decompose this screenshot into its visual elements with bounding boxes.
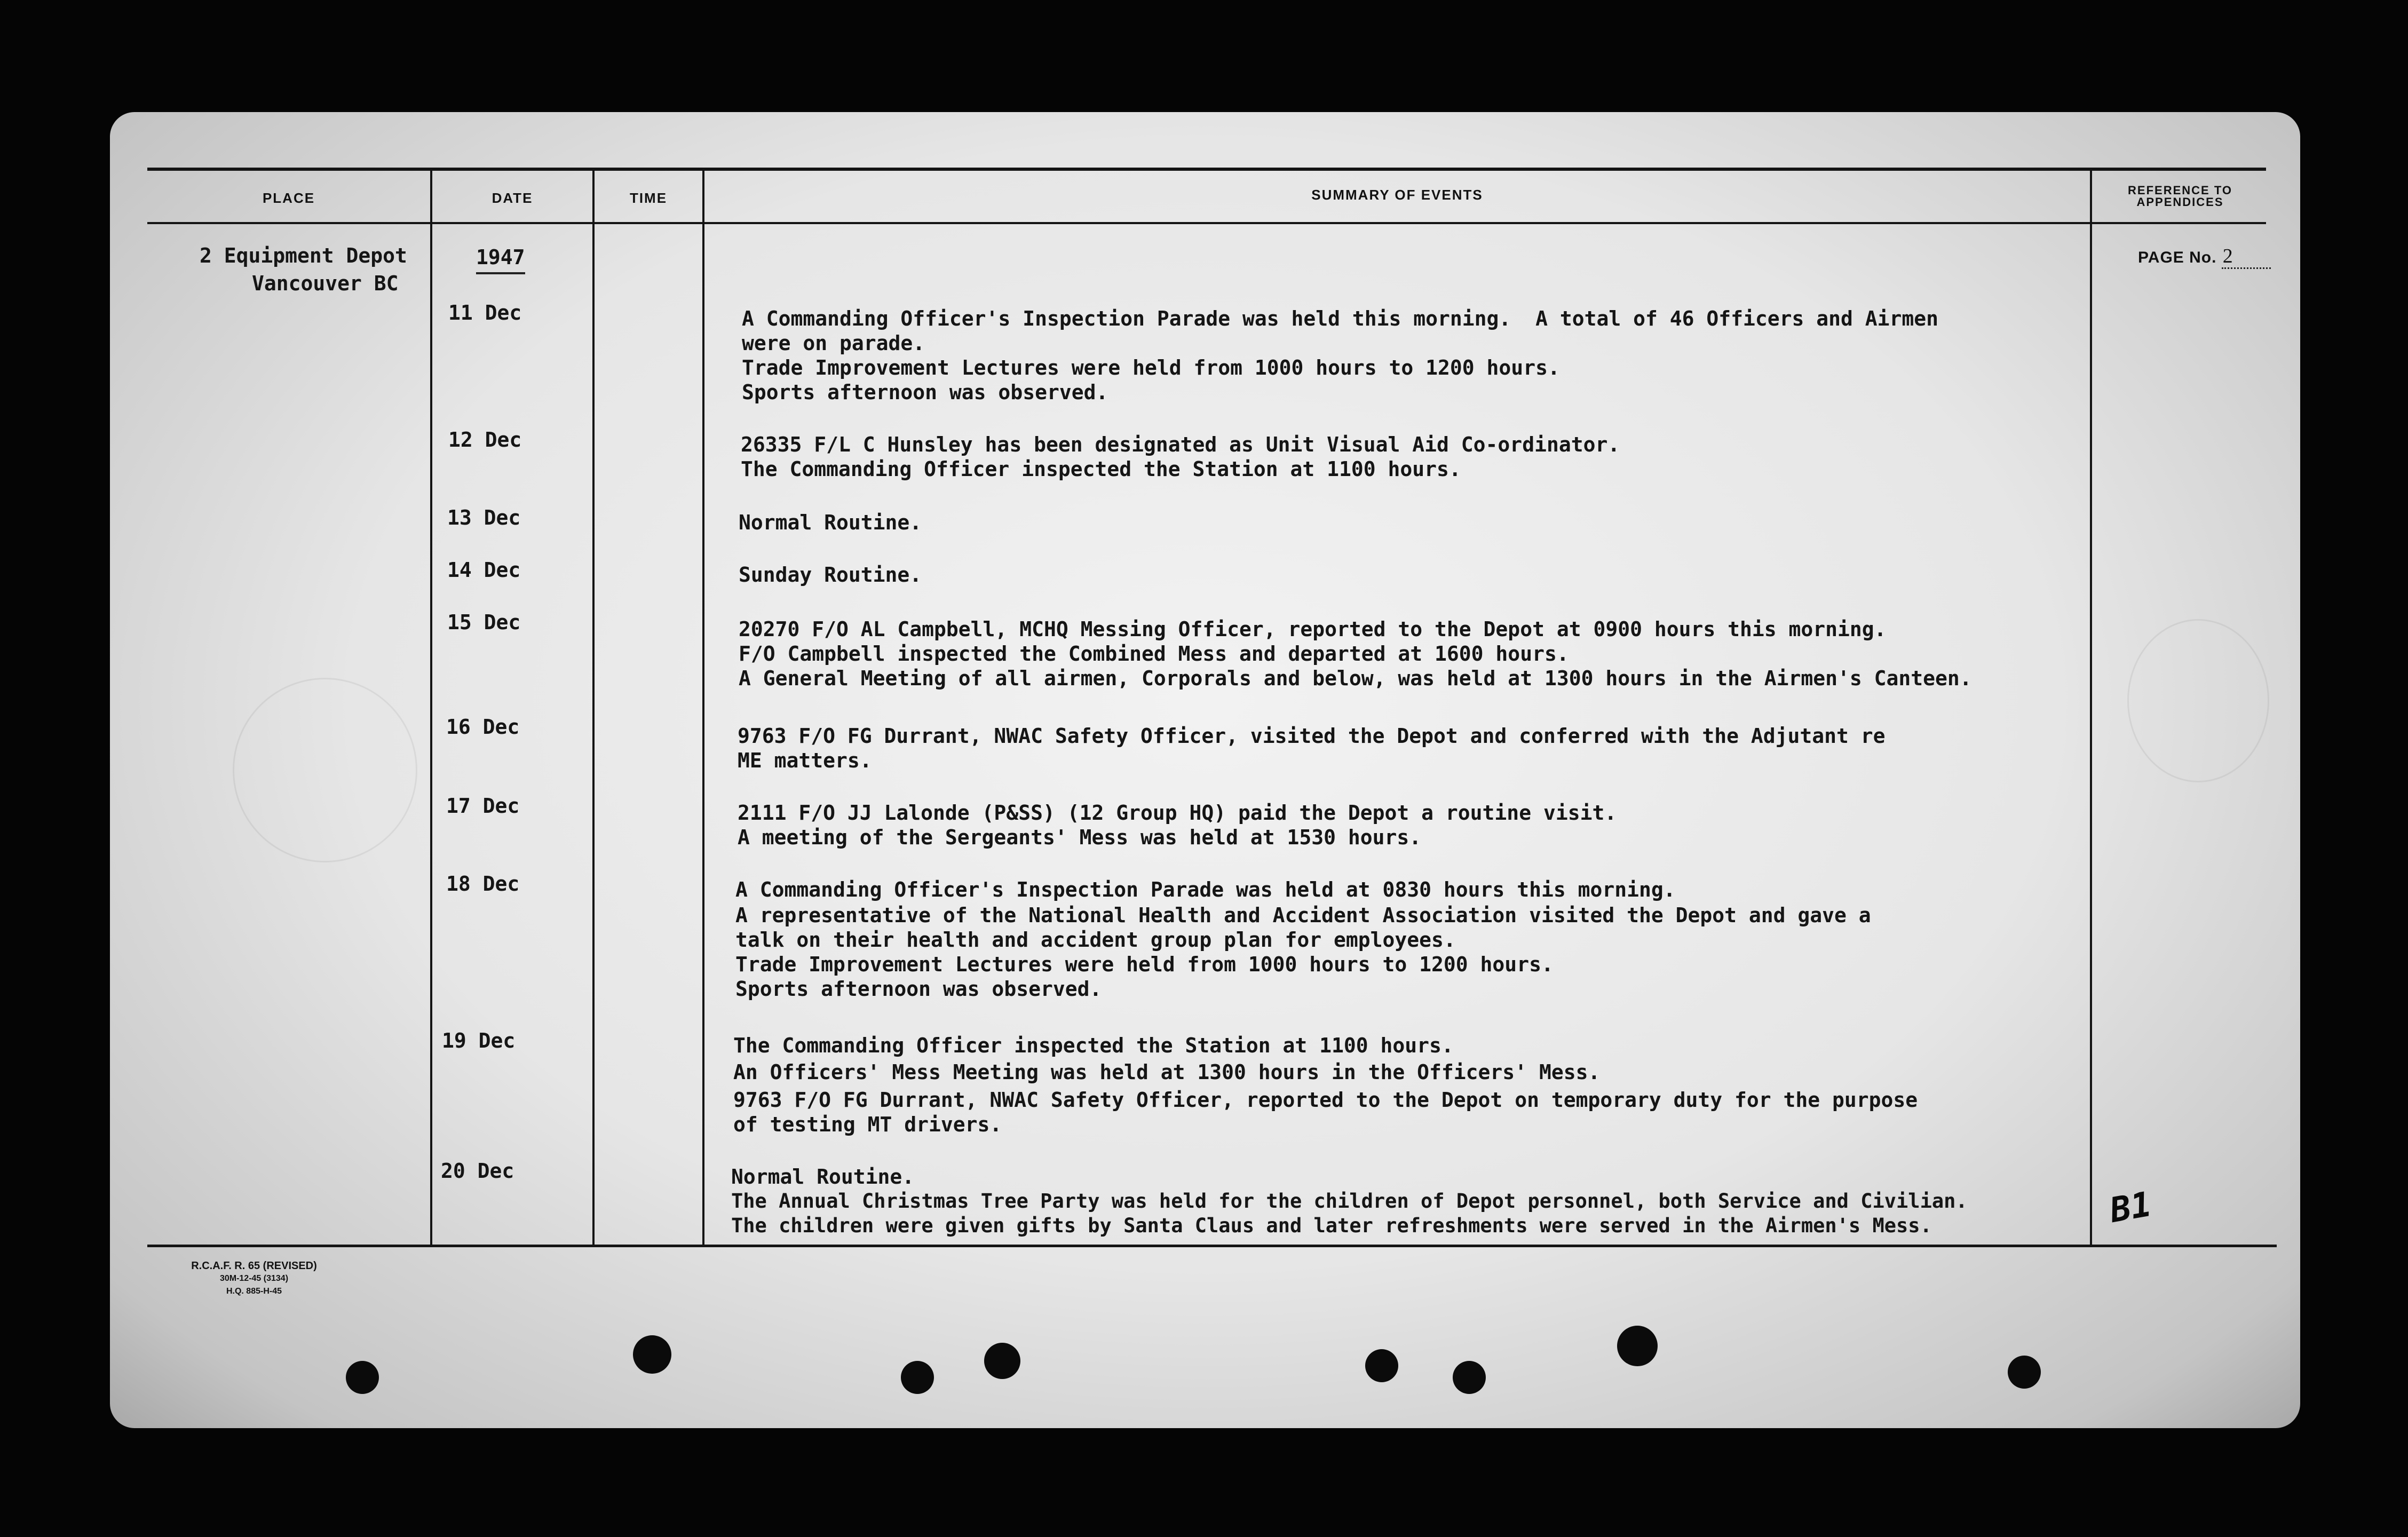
form-id-line-3: H.Q. 885-H-45	[226, 1287, 282, 1296]
form-id-line-1: R.C.A.F. R. 65 (REVISED)	[191, 1260, 317, 1272]
punch-hole	[633, 1335, 671, 1374]
reference-mark	[2103, 1183, 2177, 1241]
summary-line: The Annual Christmas Tree Party was held for the children of Depot personnel, both Service and Civilian.	[731, 1190, 1968, 1213]
summary-line: A General Meeting of all airmen, Corporals and below, was held at 1300 hours in the Airmen's Canteen.	[739, 667, 1972, 690]
page-number	[2138, 244, 2271, 268]
diary-sheet	[110, 112, 2300, 1428]
summary-line: Normal Routine.	[739, 511, 922, 534]
summary-line: F/O Campbell inspected the Combined Mess and departed at 1600 hours.	[739, 642, 1569, 665]
summary-line: Sports afternoon was observed.	[735, 977, 1102, 1001]
column-header-date: DATE	[492, 190, 533, 206]
top-rule	[147, 168, 2266, 171]
page-number-value: 2	[2222, 245, 2271, 269]
page-number-label: PAGE No.	[2138, 249, 2217, 266]
punch-hole	[1617, 1326, 1658, 1366]
place-line-1: 2 Equipment Depot	[200, 244, 407, 267]
summary-line: A meeting of the Sergeants' Mess was held at 1530 hours.	[738, 826, 1422, 849]
punch-hole	[2008, 1356, 2041, 1389]
summary-line: A Commanding Officer's Inspection Parade was held this morning. A total of 46 Officers and Airmen	[742, 307, 1939, 330]
punch-hole	[1365, 1349, 1398, 1382]
summary-line: A Commanding Officer's Inspection Parade was held at 0830 hours this morning.	[735, 878, 1676, 901]
entry-date: 20 Dec	[441, 1159, 514, 1183]
reference-mark-text: B1	[2107, 1184, 2154, 1231]
entry-date: 17 Dec	[446, 794, 520, 818]
summary-line: Normal Routine.	[731, 1165, 915, 1189]
punch-hole	[1453, 1361, 1486, 1394]
column-header-reference: REFERENCE TO APPENDICES	[2128, 184, 2232, 209]
form-identifier	[153, 1259, 355, 1298]
entry-date: 12 Dec	[448, 428, 522, 451]
punch-hole	[346, 1361, 379, 1394]
faint-stamp-right	[2127, 619, 2269, 782]
summary-line: The Commanding Officer inspected the Station at 1100 hours.	[741, 457, 1461, 481]
form-id-line-2: 30M-12-45 (3134)	[219, 1274, 289, 1283]
column-divider-summary	[2090, 169, 2092, 1246]
summary-line: A representative of the National Health and Accident Association visited the Depot and gave a	[735, 904, 1871, 927]
summary-line: Sunday Routine.	[739, 563, 922, 587]
punch-hole	[901, 1361, 934, 1394]
summary-line: The Commanding Officer inspected the Station at 1100 hours.	[733, 1034, 1454, 1057]
faint-stamp	[233, 678, 417, 862]
year: 1947	[476, 245, 525, 274]
header-rule	[147, 222, 2266, 224]
place-line-2: Vancouver BC	[252, 272, 399, 295]
column-header-summary: SUMMARY OF EVENTS	[1311, 187, 1483, 203]
summary-line: Sports afternoon was observed.	[742, 381, 1108, 404]
column-divider-time	[702, 169, 704, 1246]
summary-line: An Officers' Mess Meeting was held at 1300 hours in the Officers' Mess.	[733, 1060, 1601, 1084]
column-header-time: TIME	[629, 190, 668, 206]
summary-line: 20270 F/O AL Campbell, MCHQ Messing Officer, reported to the Depot at 0900 hours this morning.	[739, 617, 1887, 641]
summary-line: Trade Improvement Lectures were held from 1000 hours to 1200 hours.	[735, 953, 1554, 976]
summary-line: ME matters.	[738, 749, 872, 772]
entry-date: 13 Dec	[447, 506, 521, 529]
summary-line: 2111 F/O JJ Lalonde (P&SS) (12 Group HQ) paid the Depot a routine visit.	[738, 801, 1617, 825]
entry-date: 16 Dec	[446, 715, 520, 739]
entry-date: 15 Dec	[447, 611, 521, 634]
column-divider-place	[430, 169, 432, 1246]
punch-hole	[984, 1343, 1020, 1379]
entry-date: 14 Dec	[447, 558, 521, 582]
bottom-rule	[147, 1245, 2277, 1247]
entry-date: 18 Dec	[446, 872, 520, 896]
summary-line: talk on their health and accident group plan for employees.	[735, 928, 1456, 952]
summary-line: Trade Improvement Lectures were held from 1000 hours to 1200 hours.	[742, 356, 1560, 379]
summary-line: 26335 F/L C Hunsley has been designated as Unit Visual Aid Co-ordinator.	[741, 433, 1620, 456]
column-divider-date	[592, 169, 595, 1246]
entry-date: 19 Dec	[442, 1029, 516, 1052]
summary-line: of testing MT drivers.	[733, 1113, 1002, 1136]
summary-line: were on parade.	[742, 331, 925, 355]
summary-line: 9763 F/O FG Durrant, NWAC Safety Officer, visited the Depot and conferred with the Adjutant re	[738, 724, 1886, 748]
column-header-place: PLACE	[262, 190, 315, 206]
summary-line: 9763 F/O FG Durrant, NWAC Safety Officer, reported to the Depot on temporary duty for the purpose	[733, 1088, 1918, 1112]
summary-line: The children were given gifts by Santa Claus and later refreshments were served in the Airmen's Mess.	[731, 1214, 1932, 1237]
entry-date: 11 Dec	[448, 301, 522, 324]
